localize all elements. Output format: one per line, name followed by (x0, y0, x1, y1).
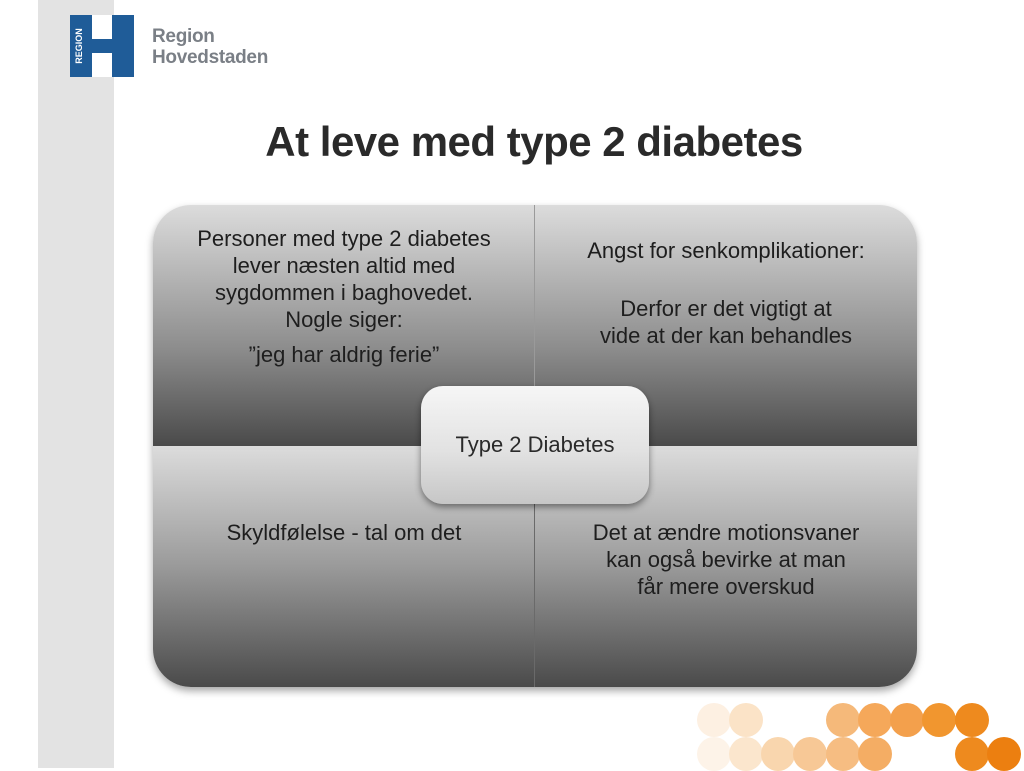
tl-line-2: lever næsten altid med (232, 253, 456, 278)
quadrant-bottom-left-text (161, 519, 527, 546)
dot-icon (858, 703, 892, 737)
dot-icon (697, 737, 731, 771)
logo-wordmark (152, 26, 268, 68)
dot-icon (858, 737, 892, 771)
dot-icon (729, 703, 763, 737)
tl-line-1: Personer med type 2 diabetes (197, 226, 491, 251)
logo-line-2: Hovedstaden (152, 47, 269, 68)
dot-icon (955, 737, 989, 771)
logo-line-1: Region (152, 26, 215, 47)
tl-quote: ”jeg har aldrig ferie” (248, 342, 440, 367)
tl-line-3: sygdommen i baghovedet. (214, 280, 474, 305)
tr-line-3: vide at der kan behandles (600, 323, 852, 348)
logo-mark-text: REGION (74, 28, 84, 64)
center-label-box: Type 2 Diabetes (421, 386, 649, 504)
dot-icon (697, 703, 731, 737)
dot-icon (987, 737, 1021, 771)
dot-icon (826, 703, 860, 737)
dot-icon (890, 703, 924, 737)
quadrant-top-left-text (161, 225, 527, 368)
dot-icon (922, 703, 956, 737)
br-line-3: får mere overskud (637, 574, 815, 599)
dot-icon (729, 737, 763, 771)
quadrant-top-right-text (543, 237, 909, 349)
dot-icon (793, 737, 827, 771)
side-strip (38, 0, 114, 768)
br-line-1: Det at ændre motionsvaner (592, 520, 860, 545)
quadrant-bottom-right-text (539, 519, 913, 600)
tl-line-4: Nogle siger: (285, 307, 403, 332)
region-logo-icon (70, 15, 134, 77)
tr-line-2: Derfor er det vigtigt at (620, 296, 832, 321)
dot-icon (761, 737, 795, 771)
tr-line-1: Angst for senkomplikationer: (587, 238, 865, 263)
dot-icon (826, 737, 860, 771)
bl-line-1: Skyldfølelse - tal om det (226, 520, 462, 545)
dot-icon (955, 703, 989, 737)
br-line-2: kan også bevirke at man (606, 547, 846, 572)
slide-title: At leve med type 2 diabetes (265, 118, 803, 165)
